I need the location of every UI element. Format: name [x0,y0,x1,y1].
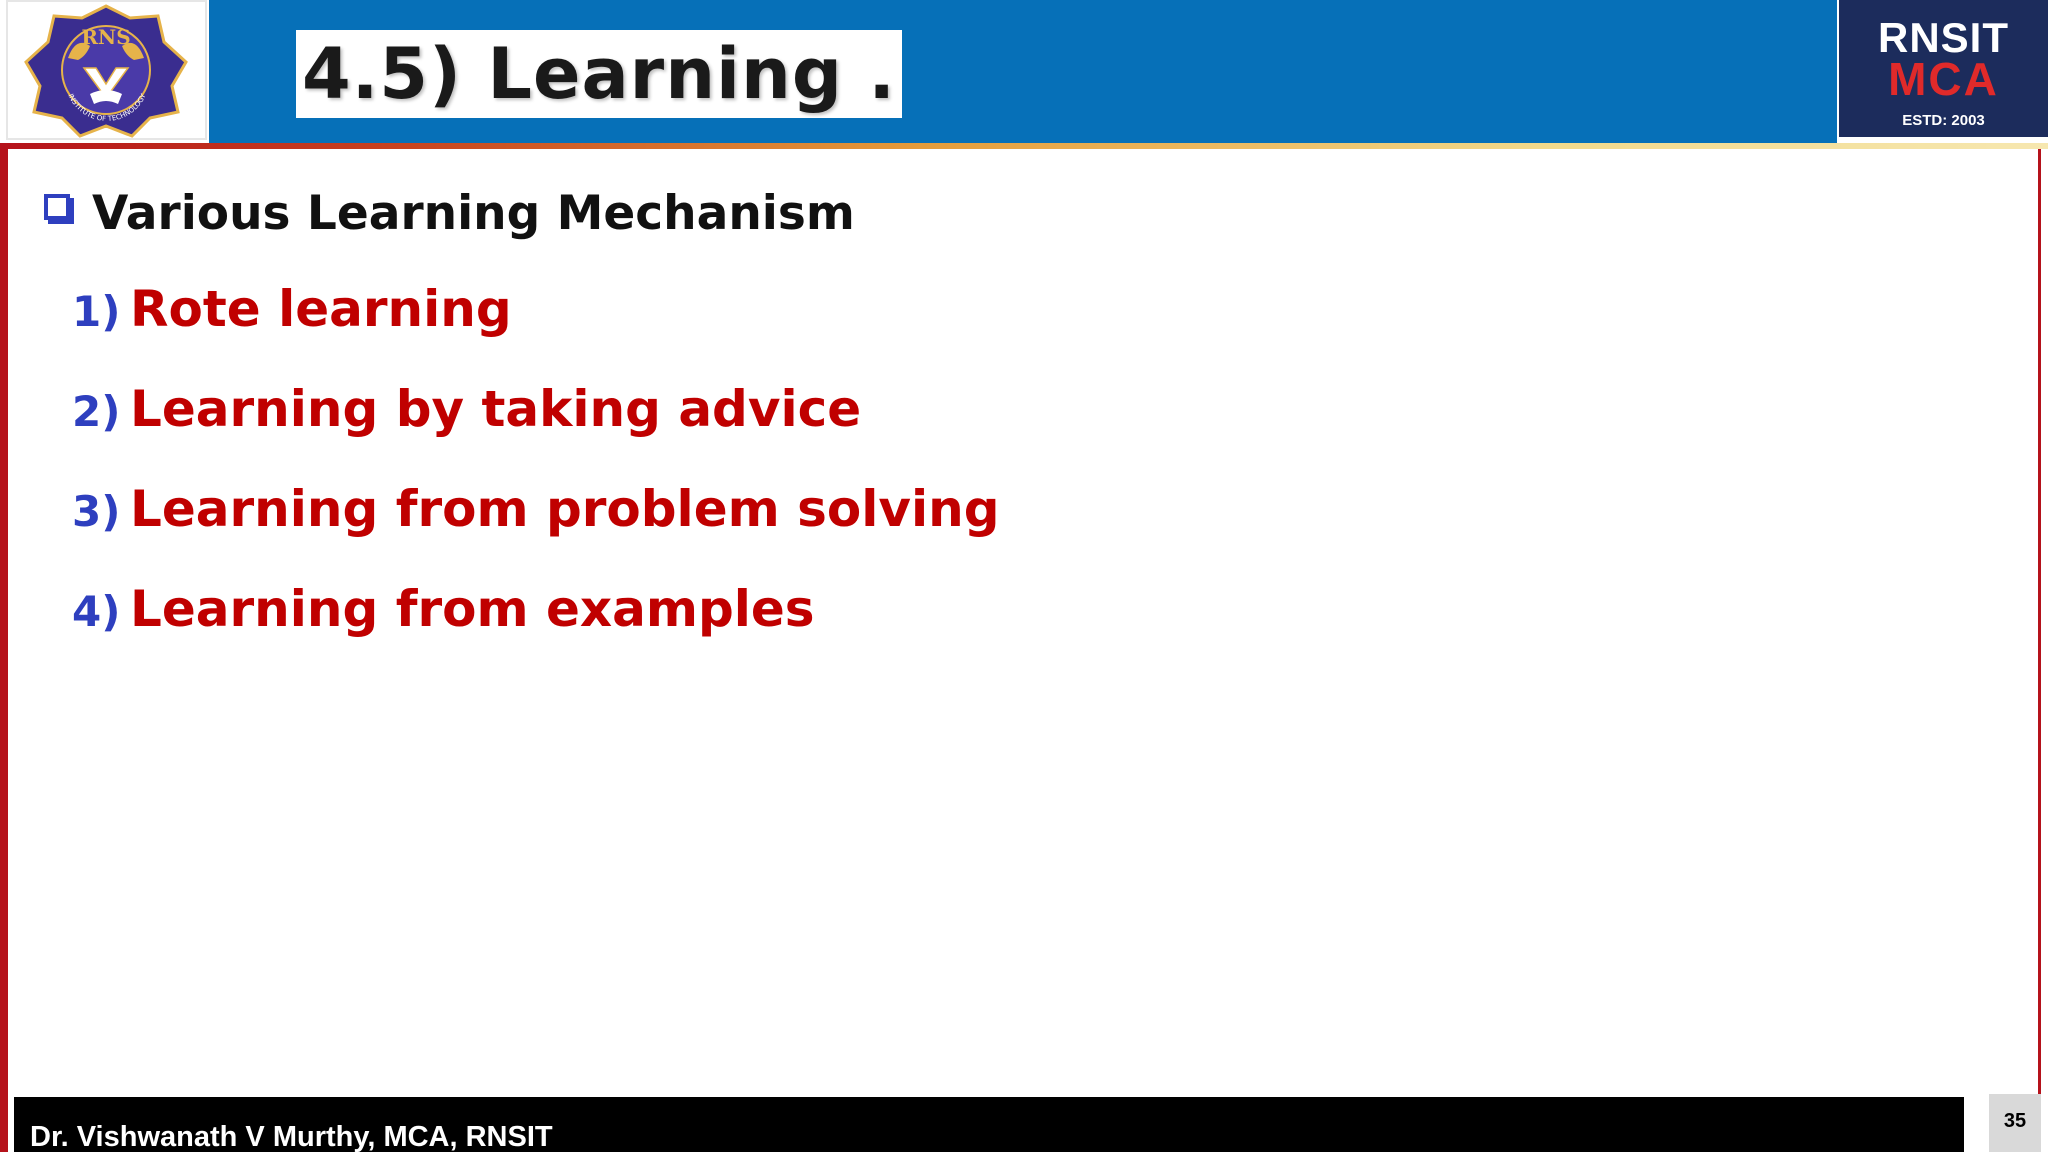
brand-mid-text: MCA [1888,53,1999,105]
section-heading-text: Various Learning Mechanism [92,186,855,241]
list-item-number: 4) [72,587,121,636]
section-heading [44,186,855,241]
institute-logo-box [6,0,207,140]
header-accent-line [0,143,2048,149]
list-item-number: 1) [72,287,121,336]
page-number-box [1986,1094,2041,1152]
logo-subtext: INSTITUTE OF TECHNOLOGY [66,92,148,123]
hollow-square-bullet-icon [44,194,70,220]
page-number: 35 [2003,1110,2027,1132]
brand-top-text: RNSIT [1878,14,2009,61]
list-item-text: Learning from examples [130,580,815,638]
logo-label: RNS [81,25,131,49]
list-item-text: Learning from problem solving [130,480,1000,538]
footer-author: Dr. Vishwanath V Murthy, MCA, RNSIT [30,1121,553,1152]
slide-title: 4.5) Learning . [302,33,896,115]
list-item-text: Learning by taking advice [130,380,862,438]
footer-bar [14,1097,1964,1152]
list-item [72,580,999,680]
brand-logo [1839,0,2048,137]
right-frame-line [2038,149,2041,1152]
list-item [72,280,999,380]
list-item-number: 3) [72,487,121,536]
brand-estd-text: ESTD: 2003 [1902,112,1985,129]
title-box [296,30,902,118]
mechanism-list [72,280,999,680]
list-item [72,380,999,480]
left-frame-line [0,149,8,1152]
list-item-number: 2) [72,387,121,436]
list-item-text: Rote learning [130,280,512,338]
rns-emblem-icon [8,2,205,138]
list-item [72,480,999,580]
